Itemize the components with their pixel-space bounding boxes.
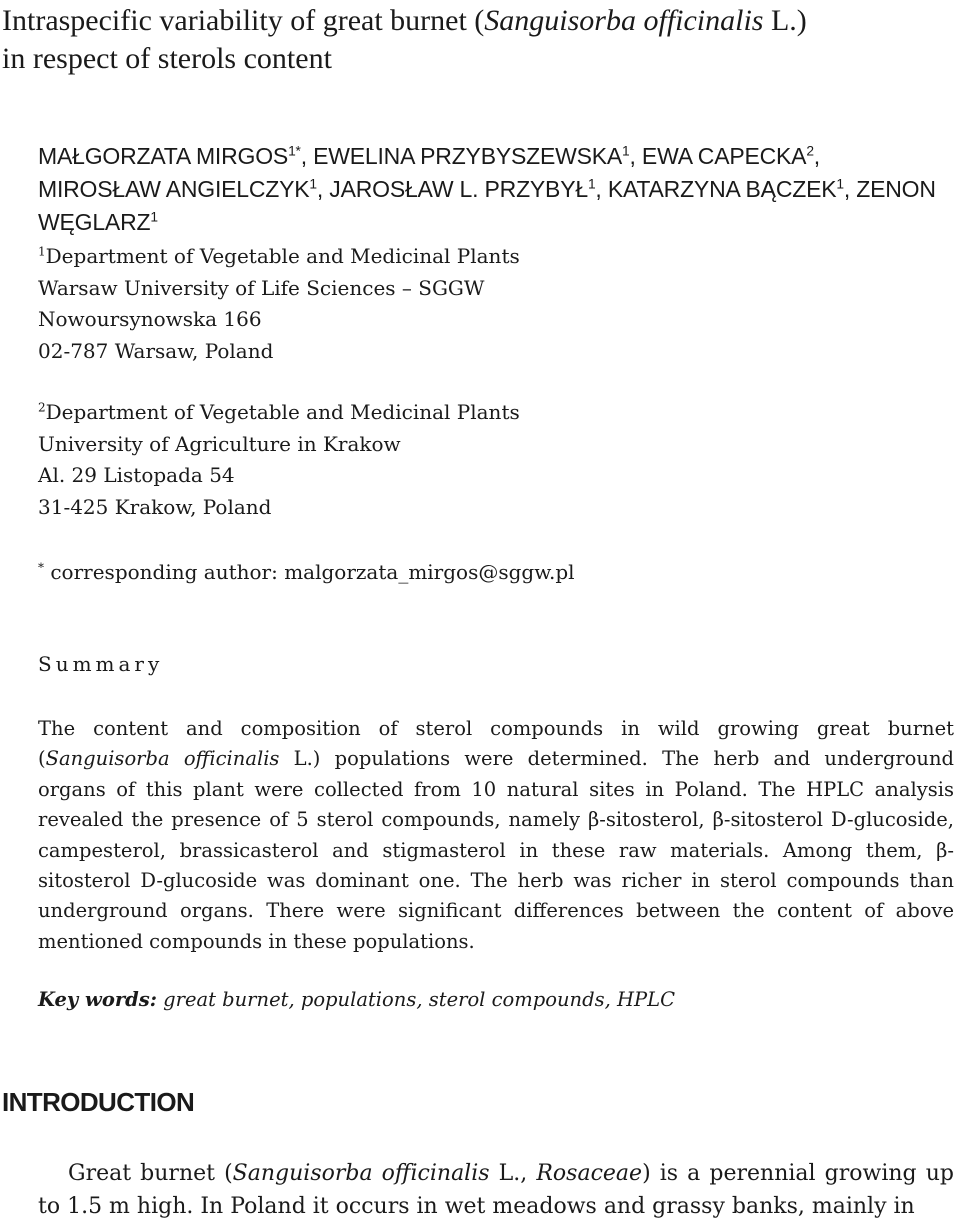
keywords-text: great burnet, populations, sterol compounds, HPLC bbox=[156, 988, 675, 1011]
author-list bbox=[38, 140, 938, 239]
summary-heading: Summary bbox=[38, 652, 164, 676]
title-text: Intraspecific variability of great burnet ( bbox=[2, 4, 485, 37]
author-affil-sup: 1 bbox=[836, 176, 844, 192]
corresponding-mark: * bbox=[38, 560, 44, 575]
affiliation-sup: 1 bbox=[38, 244, 46, 259]
abstract: The content and composition of sterol compounds in wild growing great burnet (Sanguisorba officinalis L.) populations were determined. The herb and underground organs of this plant were collected from 10 natural sites in Poland. The HPLC analysis revealed the presence of 5 sterol compounds, namely β-sitosterol, β-sitosterol D-glucoside, campesterol, brassicasterol and stigmasterol in these raw materials. Among them, β-sitosterol D-glucoside was dominant one. The herb was richer in sterol compounds than underground organs. There were significant differences between the content of above mentioned compounds in these populations. bbox=[38, 717, 954, 953]
affiliation-line: Nowoursynowska 166 bbox=[38, 307, 262, 331]
keywords-label: Key words: bbox=[38, 988, 157, 1011]
author: MIROSŁAW ANGIELCZYK$^1$, bbox=[38, 176, 330, 202]
author-affil-sup: 1 bbox=[622, 143, 630, 159]
author: JAROSŁAW L. PRZYBYŁ$^1$, bbox=[329, 176, 608, 202]
corresponding-text: corresponding author: malgorzata_mirgos@sggw.pl bbox=[44, 560, 575, 584]
affiliation-sup: 2 bbox=[38, 400, 46, 415]
author-affil-sup: 1 bbox=[150, 209, 158, 225]
affiliation-1 bbox=[38, 241, 938, 367]
author: ZENON WĘGLARZ$^1$ bbox=[38, 176, 936, 235]
affiliation-line: $^2$Department of Vegetable and Medicinal Plants bbox=[38, 400, 520, 424]
title-line-2: in respect of sterols content bbox=[2, 42, 332, 75]
affiliation-line: Warsaw University of Life Sciences – SGGW bbox=[38, 275, 485, 300]
affiliation-line: 02-787 Warsaw, Poland bbox=[38, 338, 274, 363]
abstract-species: Sanguisorba officinalis bbox=[45, 747, 280, 771]
affiliation-line: $^1$Department of Vegetable and Medicinal Plants bbox=[38, 244, 520, 268]
author-affil-sup: 1 bbox=[309, 176, 317, 192]
title-species: Sanguisorba officinalis bbox=[484, 4, 764, 37]
title-line-1 bbox=[2, 2, 942, 40]
author: MAŁGORZATA $MIRGOS^{1*}$, bbox=[38, 143, 314, 169]
author: EWELINA PRZYBYSZEWSKA$^1$, bbox=[313, 143, 642, 169]
affiliation-line: University of Agriculture in Krakow bbox=[38, 431, 401, 456]
intro-species: Sanguisorba officinalis bbox=[232, 1161, 490, 1186]
introduction-paragraph: Great burnet (Sanguisorba officinalis L., Rosaceae) is a perennial growing up to 1.5 m high. In Poland it occurs in wet meadows and grassy banks, mainly in bbox=[38, 1161, 954, 1219]
affiliation-2 bbox=[38, 397, 938, 523]
affiliation-line: 31-425 Krakow, Poland bbox=[38, 494, 272, 519]
author-affil-sup: 2 bbox=[806, 143, 814, 159]
keywords bbox=[38, 985, 938, 1015]
author: KATARZYNA BĄCZEK$^1$, bbox=[607, 176, 857, 202]
corresponding-author bbox=[38, 556, 575, 588]
introduction-heading: INTRODUCTION bbox=[2, 1087, 195, 1117]
author-affil-sup: 1* bbox=[288, 143, 301, 159]
article-title bbox=[2, 2, 942, 78]
author-affil-sup: 1 bbox=[587, 176, 596, 192]
title-text: L.) bbox=[763, 4, 807, 37]
intro-family: Rosaceae bbox=[536, 1161, 643, 1186]
affiliation-line: Al. 29 Listopada 54 bbox=[38, 463, 235, 487]
author: EWA CAPECKA$^2$, bbox=[641, 143, 820, 169]
